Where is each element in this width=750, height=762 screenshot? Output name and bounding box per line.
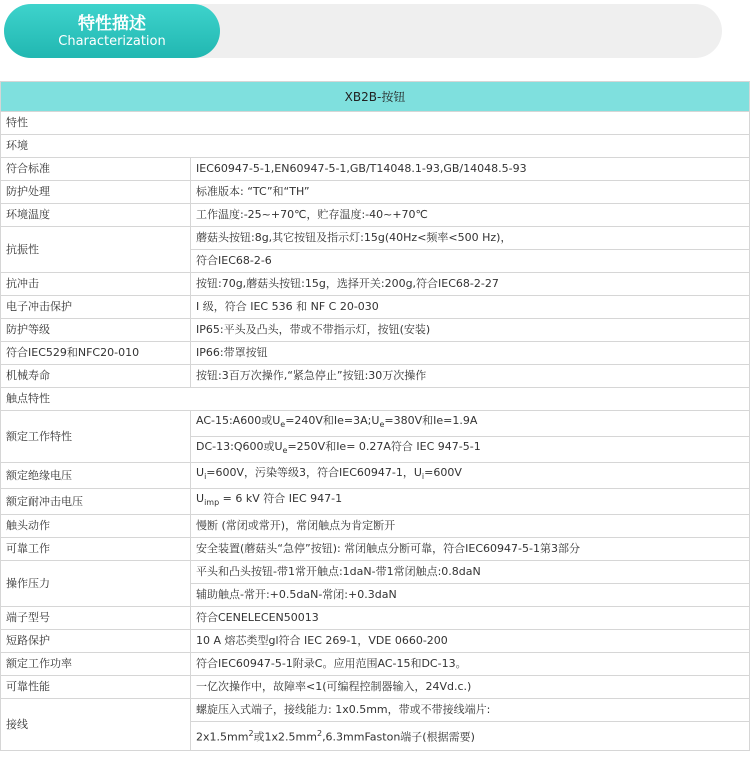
section-environment: 环境 — [1, 135, 750, 158]
row-label: 接线 — [1, 699, 191, 751]
table-row — [1, 342, 750, 365]
row-value: 符合IEC60947-5-1附录C。应用范围AC-15和DC-13。 — [191, 653, 750, 676]
row-label: 端子型号 — [1, 607, 191, 630]
row-value: 按钮:70g,蘑菇头按钮:15g，选择开关:200g,符合IEC68-2-27 — [191, 273, 750, 296]
row-label: 额定耐冲击电压 — [1, 489, 191, 515]
table-row — [1, 561, 750, 584]
row-label: 机械寿命 — [1, 365, 191, 388]
row-value: 平头和凸头按钮-带1常开触点:1daN-带1常闭触点:0.8daN — [191, 561, 750, 584]
row-value: 蘑菇头按钮:8g,其它按钮及指示灯:15g(40Hz<频率<500 Hz)， — [191, 227, 750, 250]
row-value: 螺旋压入式端子，接线能力: 1x0.5mm，带或不带接线端片: — [191, 699, 750, 722]
table-row — [1, 227, 750, 250]
table-row — [1, 273, 750, 296]
row-label: 符合IEC529和NFC20-010 — [1, 342, 191, 365]
row-label: 可靠性能 — [1, 676, 191, 699]
row-value: 工作温度:-25~+70℃，贮存温度:-40~+70℃ — [191, 204, 750, 227]
table-row — [1, 319, 750, 342]
row-value: AC-15:A600或$U_e=240V$和$Ie=3A;U_e=380V$和Ie=1.9A — [191, 411, 750, 437]
table-row — [1, 630, 750, 653]
spec-table — [0, 81, 750, 751]
row-label: 符合标准 — [1, 158, 191, 181]
row-value: IP65:平头及凸头，带或不带指示灯，按钮(安装) — [191, 319, 750, 342]
table-row — [1, 296, 750, 319]
section-row — [1, 112, 750, 135]
row-label: 可靠工作 — [1, 538, 191, 561]
row-value: 安全装置(蘑菇头“急停”按钮): 常闭触点分断可靠，符合IEC60947-5-1第3部分 — [191, 538, 750, 561]
row-value: $2x1.5mm^2$或$1x2.5mm^2,6.3mmFaston$端子(根据需要) — [191, 722, 750, 751]
row-value: 符合IEC68-2-6 — [191, 250, 750, 273]
table-row — [1, 515, 750, 538]
table-row — [1, 699, 750, 722]
row-label: 额定工作特性 — [1, 411, 191, 463]
table-row — [1, 489, 750, 515]
row-label: 防护等级 — [1, 319, 191, 342]
row-value: 慢断 (常闭或常开)，常闭触点为肯定断开 — [191, 515, 750, 538]
row-value: DC-13:Q600或$U_e=250V$和Ie= 0.27A符合 IEC 947-5-1 — [191, 437, 750, 463]
row-value: 10 A 熔芯类型gl符合 IEC 269-1，VDE 0660-200 — [191, 630, 750, 653]
table-title: XB2B-按钮 — [1, 82, 750, 112]
table-row — [1, 181, 750, 204]
row-label: 额定工作功率 — [1, 653, 191, 676]
row-value: 符合CENELECEN50013 — [191, 607, 750, 630]
section-row — [1, 135, 750, 158]
row-label: 抗振性 — [1, 227, 191, 273]
row-value: 按钮:3百万次操作,“紧急停止”按钮:30万次操作 — [191, 365, 750, 388]
table-title-row — [1, 82, 750, 112]
section-contact: 触点特性 — [1, 388, 750, 411]
row-label: 额定绝缘电压 — [1, 463, 191, 489]
section-row — [1, 388, 750, 411]
table-row — [1, 204, 750, 227]
row-label: 防护处理 — [1, 181, 191, 204]
table-row — [1, 676, 750, 699]
table-row — [1, 411, 750, 437]
row-value: $U_i=600V$，污染等级3，符合IEC60947-1，$U_i=600V$ — [191, 463, 750, 489]
row-value: IEC60947-5-1,EN60947-5-1,GB/T14048.1-93,GB/14048.5-93 — [191, 158, 750, 181]
row-label: 触头动作 — [1, 515, 191, 538]
section-title: 特性描述 — [78, 14, 146, 34]
row-value: IP66:带罩按钮 — [191, 342, 750, 365]
row-value: 一亿次操作中，故障率<1(可编程控制器输入，24Vd.c.) — [191, 676, 750, 699]
row-value: 辅助触点-常开:+0.5daN-常闭:+0.3daN — [191, 584, 750, 607]
table-row — [1, 538, 750, 561]
row-label: 短路保护 — [1, 630, 191, 653]
section-header-pill — [4, 4, 220, 58]
section-features: 特性 — [1, 112, 750, 135]
row-value: 标准版本: “TC”和“TH” — [191, 181, 750, 204]
row-value: I 级，符合 IEC 536 和 NF C 20-030 — [191, 296, 750, 319]
table-row — [1, 607, 750, 630]
row-label: 环境温度 — [1, 204, 191, 227]
row-value: $U_{imp} = 6$ kV 符合 IEC 947-1 — [191, 489, 750, 515]
row-label: 电子冲击保护 — [1, 296, 191, 319]
section-subtitle: Characterization — [58, 34, 166, 49]
table-row — [1, 653, 750, 676]
row-label: 抗冲击 — [1, 273, 191, 296]
table-row — [1, 463, 750, 489]
row-label: 操作压力 — [1, 561, 191, 607]
table-row — [1, 365, 750, 388]
table-row — [1, 158, 750, 181]
